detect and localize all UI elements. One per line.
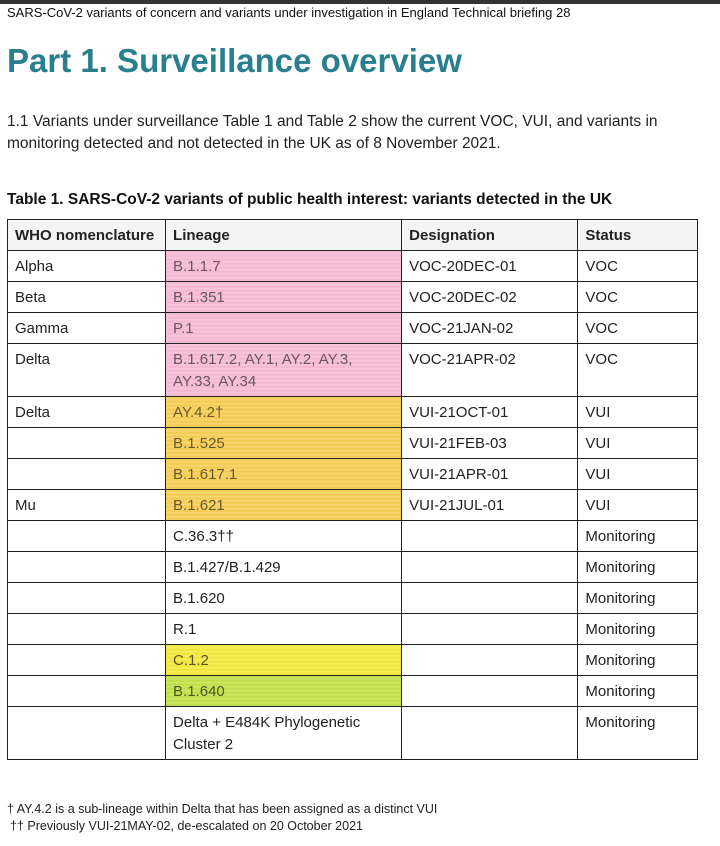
running-header: SARS-CoV-2 variants of concern and variants under investigation in England Technical briefing 28 [7,5,571,20]
cell-who-nomenclature: Beta [8,282,166,313]
table-row [8,251,698,282]
cell-status: Monitoring [578,707,698,760]
header-designation: Designation [402,220,578,251]
cell-lineage: B.1.1.7 [166,251,402,282]
table-row [8,707,698,760]
cell-designation: VUI-21APR-01 [402,459,578,490]
cell-lineage: B.1.621 [166,490,402,521]
window-top-bar [0,0,720,4]
footnote-dagger: † AY.4.2 is a sub-lineage within Delta that has been assigned as a distinct VUI [7,802,438,816]
cell-who-nomenclature: Gamma [8,313,166,344]
part-title: Part 1. Surveillance overview [7,42,462,79]
table-row [8,428,698,459]
cell-who-nomenclature [8,707,166,760]
cell-designation [402,552,578,583]
header-lineage: Lineage [166,220,402,251]
header-who-nomenclature: WHO nomenclature [8,220,166,251]
cell-designation [402,676,578,707]
cell-status: VUI [578,428,698,459]
table-row [8,645,698,676]
cell-status: VOC [578,313,698,344]
cell-who-nomenclature: Mu [8,490,166,521]
footnote-double-dagger: †† Previously VUI-21MAY-02, de-escalated on 20 October 2021 [10,819,363,833]
cell-designation [402,583,578,614]
cell-lineage: B.1.525 [166,428,402,459]
cell-lineage: B.1.351 [166,282,402,313]
cell-lineage: B.1.427/B.1.429 [166,552,402,583]
cell-who-nomenclature [8,645,166,676]
cell-status: Monitoring [578,614,698,645]
cell-lineage: C.1.2 [166,645,402,676]
cell-designation [402,645,578,676]
cell-who-nomenclature [8,428,166,459]
table-caption: Table 1. SARS-CoV-2 variants of public health interest: variants detected in the UK [7,191,613,208]
cell-designation [402,707,578,760]
cell-designation: VUI-21FEB-03 [402,428,578,459]
cell-lineage: AY.4.2† [166,397,402,428]
table-row [8,614,698,645]
table-row [8,583,698,614]
cell-status: Monitoring [578,583,698,614]
table-body [8,251,698,760]
cell-designation [402,614,578,645]
cell-who-nomenclature [8,552,166,583]
cell-lineage: B.1.617.1 [166,459,402,490]
table-header-row [8,220,698,251]
cell-status: Monitoring [578,521,698,552]
table-row [8,490,698,521]
cell-status: VUI [578,490,698,521]
table-row [8,397,698,428]
cell-lineage: B.1.640 [166,676,402,707]
cell-status: Monitoring [578,676,698,707]
cell-lineage: R.1 [166,614,402,645]
cell-who-nomenclature: Alpha [8,251,166,282]
cell-status: VOC [578,344,698,397]
cell-status: Monitoring [578,552,698,583]
cell-status: VOC [578,282,698,313]
cell-who-nomenclature: Delta [8,397,166,428]
cell-lineage: Delta + E484K Phylogenetic Cluster 2 [166,707,402,760]
cell-lineage: B.1.620 [166,583,402,614]
cell-status: VOC [578,251,698,282]
table-row [8,313,698,344]
table-row [8,282,698,313]
cell-status: VUI [578,397,698,428]
cell-designation: VOC-21APR-02 [402,344,578,397]
table-row [8,344,698,397]
cell-lineage: C.36.3†† [166,521,402,552]
cell-who-nomenclature [8,614,166,645]
table-row [8,521,698,552]
cell-who-nomenclature [8,676,166,707]
cell-status: Monitoring [578,645,698,676]
table-row [8,459,698,490]
footnotes [7,801,437,835]
cell-who-nomenclature [8,583,166,614]
table-row [8,552,698,583]
cell-who-nomenclature: Delta [8,344,166,397]
cell-designation: VUI-21JUL-01 [402,490,578,521]
intro-paragraph: 1.1 Variants under surveillance Table 1 and Table 2 show the current VOC, VUI, and variants in monitoring detected and not detected in the UK as of 8 November 2021. [7,113,658,152]
header-status: Status [578,220,698,251]
cell-lineage: B.1.617.2, AY.1, AY.2, AY.3, AY.33, AY.34 [166,344,402,397]
cell-status: VUI [578,459,698,490]
cell-lineage: P.1 [166,313,402,344]
cell-designation: VOC-20DEC-01 [402,251,578,282]
cell-who-nomenclature [8,459,166,490]
cell-who-nomenclature [8,521,166,552]
variants-table [7,219,698,760]
table-row [8,676,698,707]
cell-designation: VOC-20DEC-02 [402,282,578,313]
cell-designation [402,521,578,552]
cell-designation: VUI-21OCT-01 [402,397,578,428]
cell-designation: VOC-21JAN-02 [402,313,578,344]
